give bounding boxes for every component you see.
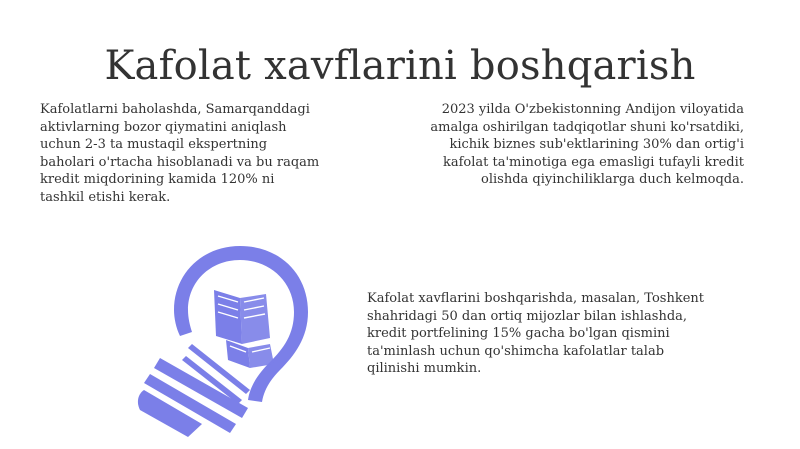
slide-title: Kafolat xavflarini boshqarish xyxy=(104,42,696,89)
paragraph-andijon-study: 2023 yilda O'zbekistonning Andijon viloyatida amalga oshirilgan tadqiqotlar shuni ko'rsatdiki, kichik biznes sub'ektlarining 30% dan ortig'i kafolat ta'minotiga ega emasligi tufayli kredit olishda qiyinchiliklarga duch kelmoqda. xyxy=(430,102,744,187)
paragraph-collateral-valuation: Kafolatlarni baholashda, Samarqanddagi aktivlarning bozor qiymatini aniqlash uchun 2-3 ta mustaqil ekspertning baholari o'rtacha hisoblanadi va bu raqam kredit miqdorining kamida 120% ni tashkil etishi kerak. xyxy=(40,102,320,205)
lightbulb-with-book-icon xyxy=(130,240,320,445)
paragraph-tashkent-portfolio: Kafolat xavflarini boshqarishda, masalan, Toshkent shahridagi 50 dan ortiq mijozlar bilan ishlashda, kredit portfelining 15% gacha bo'lgan qismini ta'minlash uchun qo'shimcha kafolatlar talab qilinishi mumkin. xyxy=(367,291,705,376)
